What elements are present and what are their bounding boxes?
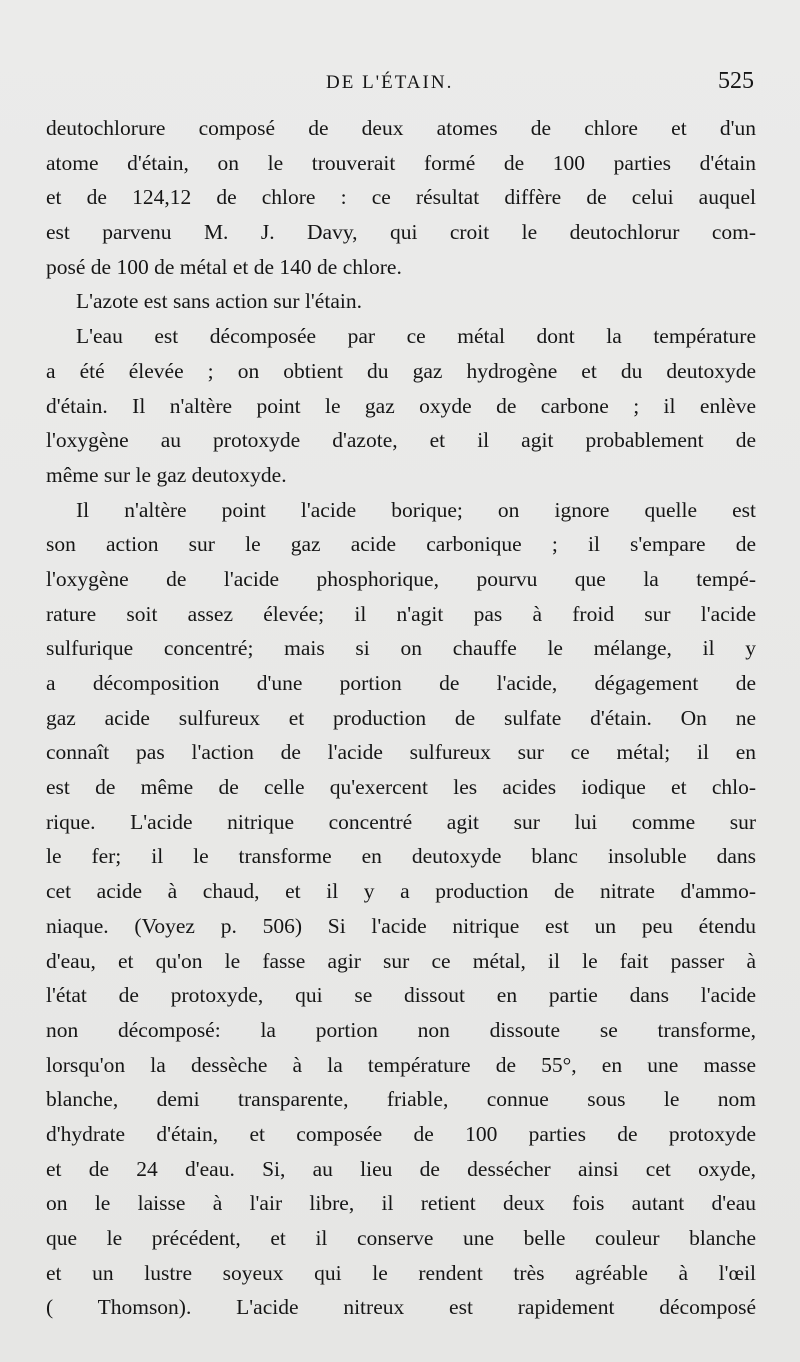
body-text bbox=[46, 111, 756, 1325]
text-line: L'azote est sans action sur l'étain. bbox=[76, 289, 362, 314]
text-line: même sur le gaz deutoxyde. bbox=[46, 462, 287, 487]
text-line: connaît pas l'action de l'acide sulfureux sur ce métal; il en bbox=[46, 740, 756, 765]
page-number: 525 bbox=[718, 68, 754, 94]
text-line: d'étain. Il n'altère point le gaz oxyde de carbone ; il enlève bbox=[46, 393, 756, 418]
text-line: cet acide à chaud, et il y a production de nitrate d'ammo- bbox=[46, 879, 756, 904]
text-line: rature soit assez élevée; il n'agit pas à froid sur l'acide bbox=[46, 601, 756, 626]
text-line: deutochlorure composé de deux atomes de chlore et d'un bbox=[46, 116, 756, 140]
page-header bbox=[0, 68, 800, 104]
text-line: rique. L'acide nitrique concentré agit sur lui comme sur bbox=[46, 809, 756, 834]
text-line: et un lustre soyeux qui le rendent très agréable à l'œil bbox=[46, 1260, 756, 1285]
text-line: on le laisse à l'air libre, il retient deux fois autant d'eau bbox=[46, 1191, 756, 1216]
text-line: a été élevée ; on obtient du gaz hydrogène et du deutoxyde bbox=[46, 358, 756, 383]
text-line: l'état de protoxyde, qui se dissout en partie dans l'acide bbox=[46, 983, 756, 1008]
text-line: est parvenu M. J. Davy, qui croit le deutochlorur com- bbox=[46, 220, 756, 245]
text-line: l'oxygène au protoxyde d'azote, et il agit probablement de bbox=[46, 428, 756, 453]
text-line: blanche, demi transparente, friable, connue sous le nom bbox=[46, 1087, 756, 1112]
text-line: Il n'altère point l'acide borique; on ignore quelle est bbox=[76, 497, 756, 522]
text-line: niaque. (Voyez p. 506) Si l'acide nitrique est un peu étendu bbox=[46, 913, 756, 938]
text-line: gaz acide sulfureux et production de sulfate d'étain. On ne bbox=[46, 705, 756, 730]
running-head: DE L'ÉTAIN. bbox=[326, 72, 454, 93]
text-line: que le précédent, et il conserve une belle couleur blanche bbox=[46, 1226, 756, 1250]
text-line: d'eau, et qu'on le fasse agir sur ce métal, il le fait passer à bbox=[46, 948, 756, 973]
text-line: et de 24 d'eau. Si, au lieu de dessécher ainsi cet oxyde, bbox=[46, 1156, 756, 1181]
text-line: d'hydrate d'étain, et composée de 100 parties de protoxyde bbox=[46, 1121, 756, 1146]
text-line: sulfurique concentré; mais si on chauffe le mélange, il y bbox=[46, 636, 756, 661]
text-line: le fer; il le transforme en deutoxyde blanc insoluble dans bbox=[46, 844, 756, 869]
text-line: posé de 100 de métal et de 140 de chlore. bbox=[46, 254, 402, 279]
text-line: lorsqu'on la dessèche à la température de 55°, en une masse bbox=[46, 1052, 756, 1077]
text-line: non décomposé: la portion non dissoute se transforme, bbox=[46, 1017, 756, 1042]
text-line: a décomposition d'une portion de l'acide, dégagement de bbox=[46, 671, 756, 695]
text-line: l'oxygène de l'acide phosphorique, pourvu que la tempé- bbox=[46, 566, 756, 591]
text-line: et de 124,12 de chlore : ce résultat diffère de celui auquel bbox=[46, 185, 756, 210]
text-line: L'eau est décomposée par ce métal dont la température bbox=[76, 324, 756, 349]
text-line: est de même de celle qu'exercent les acides iodique et chlo- bbox=[46, 775, 756, 800]
text-line: son action sur le gaz acide carbonique ; il s'empare de bbox=[46, 532, 756, 557]
text-line: atome d'étain, on le trouverait formé de 100 parties d'étain bbox=[46, 150, 756, 175]
text-line: ( Thomson). L'acide nitreux est rapidement décomposé bbox=[46, 1295, 756, 1320]
